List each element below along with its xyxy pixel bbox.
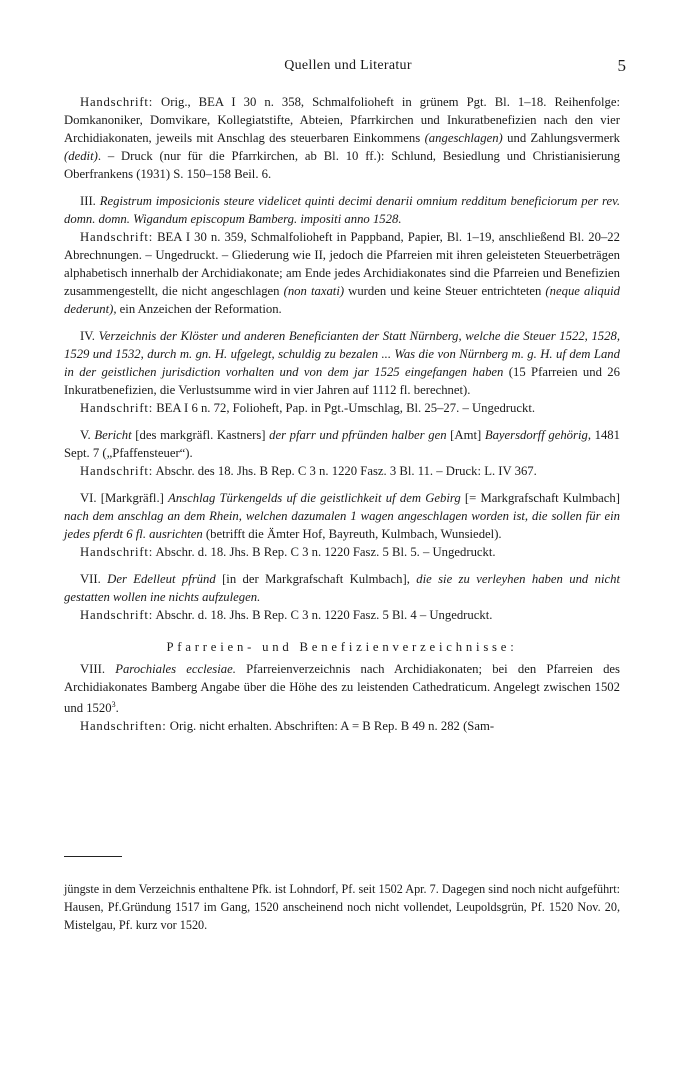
running-header — [64, 58, 632, 80]
footnote-rule — [64, 856, 122, 857]
paragraph-text: Orig., BEA I 30 n. 358, Schmalfolioheft in grünem Pgt. Bl. 1–18. Reihenfolge: Domkanoniker, Domvikare, Kollegiatstifte, Abteien, Pfarrkirchen und Inkuratbenefizien nach den vier Archidiakonaten, jeweils mit Anschlag des steuerbaren Einkommens — [64, 95, 620, 145]
handschrift-label: Handschrift: — [80, 95, 154, 109]
entry-v — [64, 426, 620, 480]
entry-title-italic: Verzeichnis der Klöster und anderen Beneficianten der Statt Nürnberg, welche die Steuer 1522, 1528, 1529 und 1532, durch m. gn. H. ufgelegt, schuldig zu bezalen ... Was die von Nürnberg m. g. H. uf dem Land in der geistlichen jurisdiction vorhalten und von dem jar 1525 eingefangen haben — [64, 329, 620, 379]
handschrift-label: Handschrift: — [80, 401, 154, 415]
handschrift-paragraph — [64, 543, 620, 561]
entry-title-italic: der pfarr und pfründen halber gen — [269, 428, 447, 442]
entry-title-rest: [des markgräfl. Kastners] — [131, 428, 270, 442]
entry-title-rest: [in der Markgrafschaft Kulmbach], — [215, 572, 417, 586]
italic-term: (neque aliquid dederunt), — [64, 284, 620, 316]
entry-number: III. — [80, 194, 96, 208]
italic-term: (non taxati) — [283, 284, 345, 298]
page-number: 5 — [617, 56, 626, 75]
italic-term: (angeschlagen) — [424, 131, 503, 145]
handschrift-label: Handschrift: — [80, 545, 154, 559]
section-heading: Pfarreien- und Benefizienverzeichnisse: — [166, 640, 518, 654]
entry-title-rest: 1481 Sept. 7 („Pfaffensteuer“). — [64, 428, 620, 460]
paragraph-text: Abschr. des 18. Jhs. B Rep. C 3 n. 1220 Fasz. 3 Bl. 11. – Druck: L. IV 367. — [153, 464, 537, 478]
handschrift-label: Handschrift: — [80, 464, 154, 478]
handschrift-paragraph — [64, 462, 620, 480]
handschrift-label: Handschrift: — [80, 608, 154, 622]
paragraph-text: ein Anzeichen der Reformation. — [116, 302, 282, 316]
entry-title-italic: Parochiales ecclesiae. — [115, 662, 236, 676]
entry-ii-handschrift — [64, 93, 620, 183]
entry-title — [64, 660, 620, 717]
entry-number: VI. — [80, 491, 97, 505]
entry-title — [64, 570, 620, 606]
handschrift-label: Handschrift: — [80, 230, 154, 244]
handschrift-paragraph — [64, 399, 620, 417]
entry-number: IV. — [80, 329, 95, 343]
handschrift-label: Handschriften: — [80, 719, 167, 734]
paragraph-text: Orig. nicht erhalten. Abschriften: A = B Rep. B 49 n. 282 (Sam- — [166, 719, 495, 734]
handschrift-paragraph — [64, 93, 620, 183]
paragraph-text: wurden und keine Steuer entrichteten — [344, 284, 546, 298]
paragraph-text: BEA I 30 n. 359, Schmalfolioheft in Pappband, Papier, Bl. 1–19, anschließend Bl. 20–22 Abrechnungen. – Ungedruckt. – Gliederung wie II, jedoch die Pfarreien mit ihren geleisteten Steuerbeträgen alphabetisch innerhalb der Archidiakonate; am Ende jedes Archidiakonates sind die Pfarreien und Benefizien zusammengestellt, die nicht angeschlagen — [64, 230, 620, 298]
handschrift-paragraph — [64, 606, 620, 624]
footnote — [64, 880, 620, 934]
main-text — [64, 93, 620, 735]
footnote-text: jüngste in dem Verzeichnis enthaltene Pfk. ist Lohndorf, Pf. seit 1502 Apr. 7. Dagegen sind noch nicht aufgeführt: Hausen, Pf.Gründung 1517 im Gang, 1520 anscheinend noch nicht vollendet, Leupoldsgrün, Pf. 1520 Nov. 20, Mistelgau, Pf. kurz vor 1520. — [64, 882, 620, 932]
paragraph-text: Abschr. d. 18. Jhs. B Rep. C 3 n. 1220 Fasz. 5 Bl. 4 – Ungedruckt. — [153, 608, 493, 622]
entry-viii — [64, 660, 620, 735]
entry-title-rest: Pfarreienverzeichnis nach Archidiakonaten; bei den Pfarreien des Archidiakonates Bamberg Angabe über die Höhe des zu leistenden Cathedraticum. Angelegt zwischen 1502 und 1520 — [64, 662, 620, 716]
entry-title-italic: nach dem anschlag an dem Rhein, welchen dazumalen 1 wagen angeschlagen worden ist, die sollen für ein jedes pferdt 6 fl. ausrichten — [64, 509, 620, 541]
entry-title-rest: [= Markgrafschaft Kulmbach] — [460, 491, 620, 505]
entry-title-rest: (betrifft die Ämter Hof, Bayreuth, Kulmbach, Wunsiedel). — [202, 527, 502, 541]
entry-number: VII. — [80, 572, 101, 586]
handschrift-paragraph — [64, 228, 620, 318]
footnote-reference[interactable]: 3 — [111, 700, 116, 709]
entry-title — [64, 327, 620, 399]
entry-title-italic: Anschlag Türkengelds uf die geistlichkeit uf dem Gebirg — [168, 491, 461, 505]
entry-title-rest: (15 Pfarreien und 26 Inkuratbenefizien, die Verlustsumme wird in vier Jahren auf 1112 fl. berechnet). — [64, 365, 620, 397]
paragraph-text: . – Druck (nur für die Pfarrkirchen, ab Bl. 10 ff.): Schlund, Besiedlung und Christianisierung Oberfrankens (1931) S. 150–158 Beil. 6. — [64, 149, 620, 181]
entry-number: VIII. — [80, 662, 106, 676]
entry-vi — [64, 489, 620, 561]
entry-title-rest: . — [115, 701, 119, 716]
paragraph-text: BEA I 6 n. 72, Folioheft, Pap. in Pgt.-Umschlag, Bl. 25–27. – Ungedruckt. — [153, 401, 536, 415]
entry-title — [64, 426, 620, 462]
entry-title-italic: die sie zu verleyhen haben und nicht gestatten wollen ine nichts aufzulegen. — [64, 572, 620, 604]
paragraph-text: und Zahlungsvermerk — [502, 131, 620, 145]
entry-title-italic: Bericht — [94, 428, 132, 442]
italic-term: (dedit) — [64, 149, 98, 163]
entry-vii — [64, 570, 620, 624]
paragraph-text: Abschr. d. 18. Jhs. B Rep. C 3 n. 1220 Fasz. 5 Bl. 5. – Ungedruckt. — [153, 545, 496, 559]
running-header-title: Quellen und Literatur — [284, 58, 412, 73]
entry-title — [64, 489, 620, 543]
entry-title — [64, 192, 620, 228]
entry-title-italic: Bayersdorff gehörig, — [484, 428, 591, 442]
entry-title-italic: Registrum imposicionis steure videlicet quinti decimi denarii omnium redditum beneficiorum per rev. domn. domn. Wigandum episcopum Bamberg. impositi anno 1528. — [64, 194, 621, 226]
entry-title-rest: [Markgräfl.] — [96, 491, 169, 505]
entry-number: V. — [80, 428, 91, 442]
handschrift-paragraph — [64, 717, 620, 735]
entry-title-italic: Der Edelleut pfründ — [107, 572, 216, 586]
entry-iii — [64, 192, 620, 318]
entry-iv — [64, 327, 620, 417]
entry-title-rest: [Amt] — [446, 428, 485, 442]
